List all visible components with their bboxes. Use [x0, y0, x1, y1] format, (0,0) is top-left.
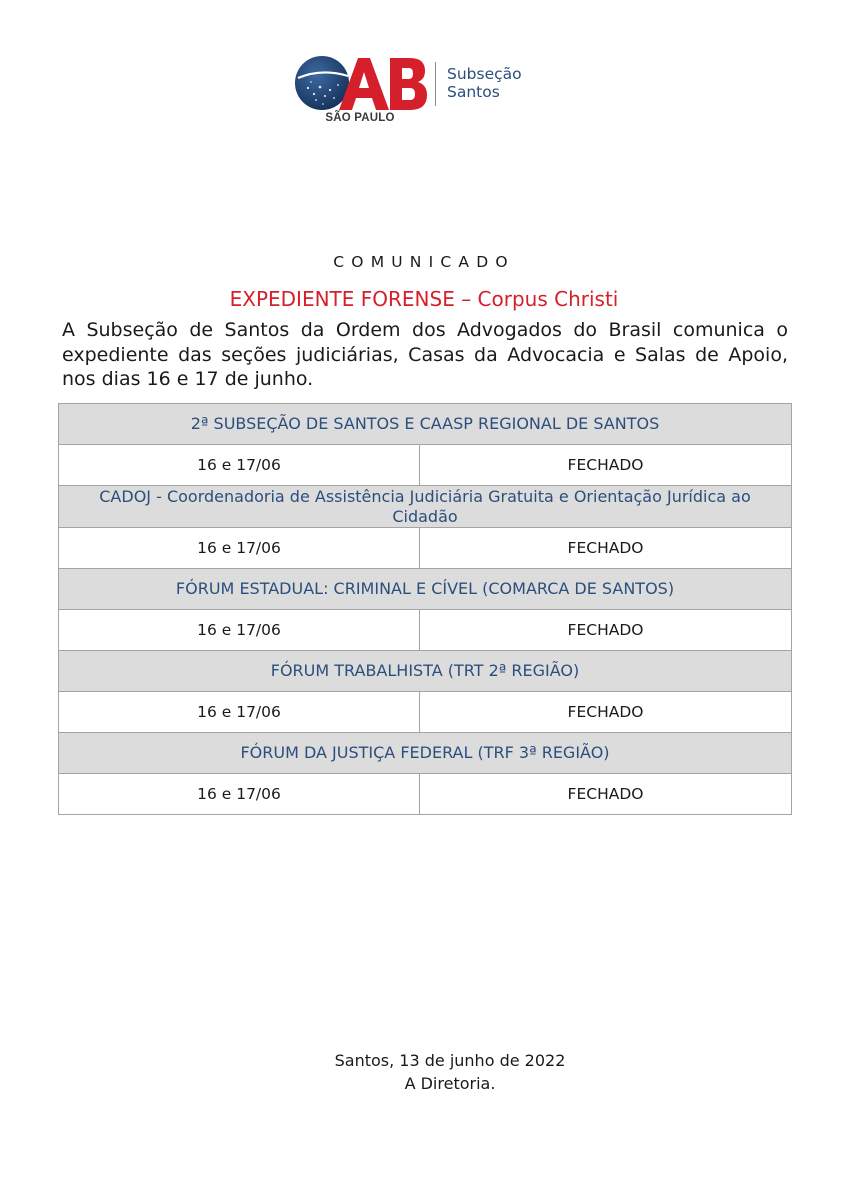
oab-logo [294, 54, 544, 130]
logo-divider [435, 62, 436, 106]
section-date: 16 e 17/06 [59, 774, 420, 815]
section-name: FÓRUM ESTADUAL: CRIMINAL E CÍVEL (COMARCA DE SANTOS) [59, 569, 792, 610]
section-status: FECHADO [420, 528, 792, 569]
section-value-row [59, 610, 792, 651]
section-header-row [59, 651, 792, 692]
signature: A Diretoria. [404, 1074, 496, 1093]
section-status: FECHADO [420, 445, 792, 486]
oab-emblem-icon [294, 54, 430, 112]
signoff-block [250, 1049, 650, 1095]
logo-subsection-label: Subseção Santos [447, 65, 522, 101]
place-date: Santos, 13 de junho de 2022 [334, 1051, 566, 1070]
section-value-row [59, 692, 792, 733]
section-value-row [59, 445, 792, 486]
section-name: CADOJ - Coordenadoria de Assistência Judiciária Gratuita e Orientação Jurídica ao Cidadão [59, 486, 792, 528]
section-header-row [59, 486, 792, 528]
section-name: FÓRUM TRABALHISTA (TRT 2ª REGIÃO) [59, 651, 792, 692]
section-date: 16 e 17/06 [59, 610, 420, 651]
section-header-row [59, 569, 792, 610]
schedule-table [58, 403, 792, 815]
section-value-row [59, 528, 792, 569]
section-header-row [59, 733, 792, 774]
section-name: FÓRUM DA JUSTIÇA FEDERAL (TRF 3ª REGIÃO) [59, 733, 792, 774]
notice-intro: A Subseção de Santos da Ordem dos Advogados do Brasil comunica o expediente das seções judiciárias, Casas da Advocacia e Salas de Apoio, nos dias 16 e 17 de junho. [62, 319, 788, 390]
section-header-row [59, 404, 792, 445]
section-date: 16 e 17/06 [59, 692, 420, 733]
section-status: FECHADO [420, 774, 792, 815]
section-value-row [59, 774, 792, 815]
section-date: 16 e 17/06 [59, 445, 420, 486]
section-status: FECHADO [420, 610, 792, 651]
logo-state-label: SÃO PAULO [325, 112, 395, 124]
section-date: 16 e 17/06 [59, 528, 420, 569]
notice-title: EXPEDIENTE FORENSE – Corpus Christi [229, 287, 619, 311]
section-status: FECHADO [420, 692, 792, 733]
section-name: 2ª SUBSEÇÃO DE SANTOS E CAASP REGIONAL DE SANTOS [59, 404, 792, 445]
notice-kicker: COMUNICADO [333, 253, 515, 271]
